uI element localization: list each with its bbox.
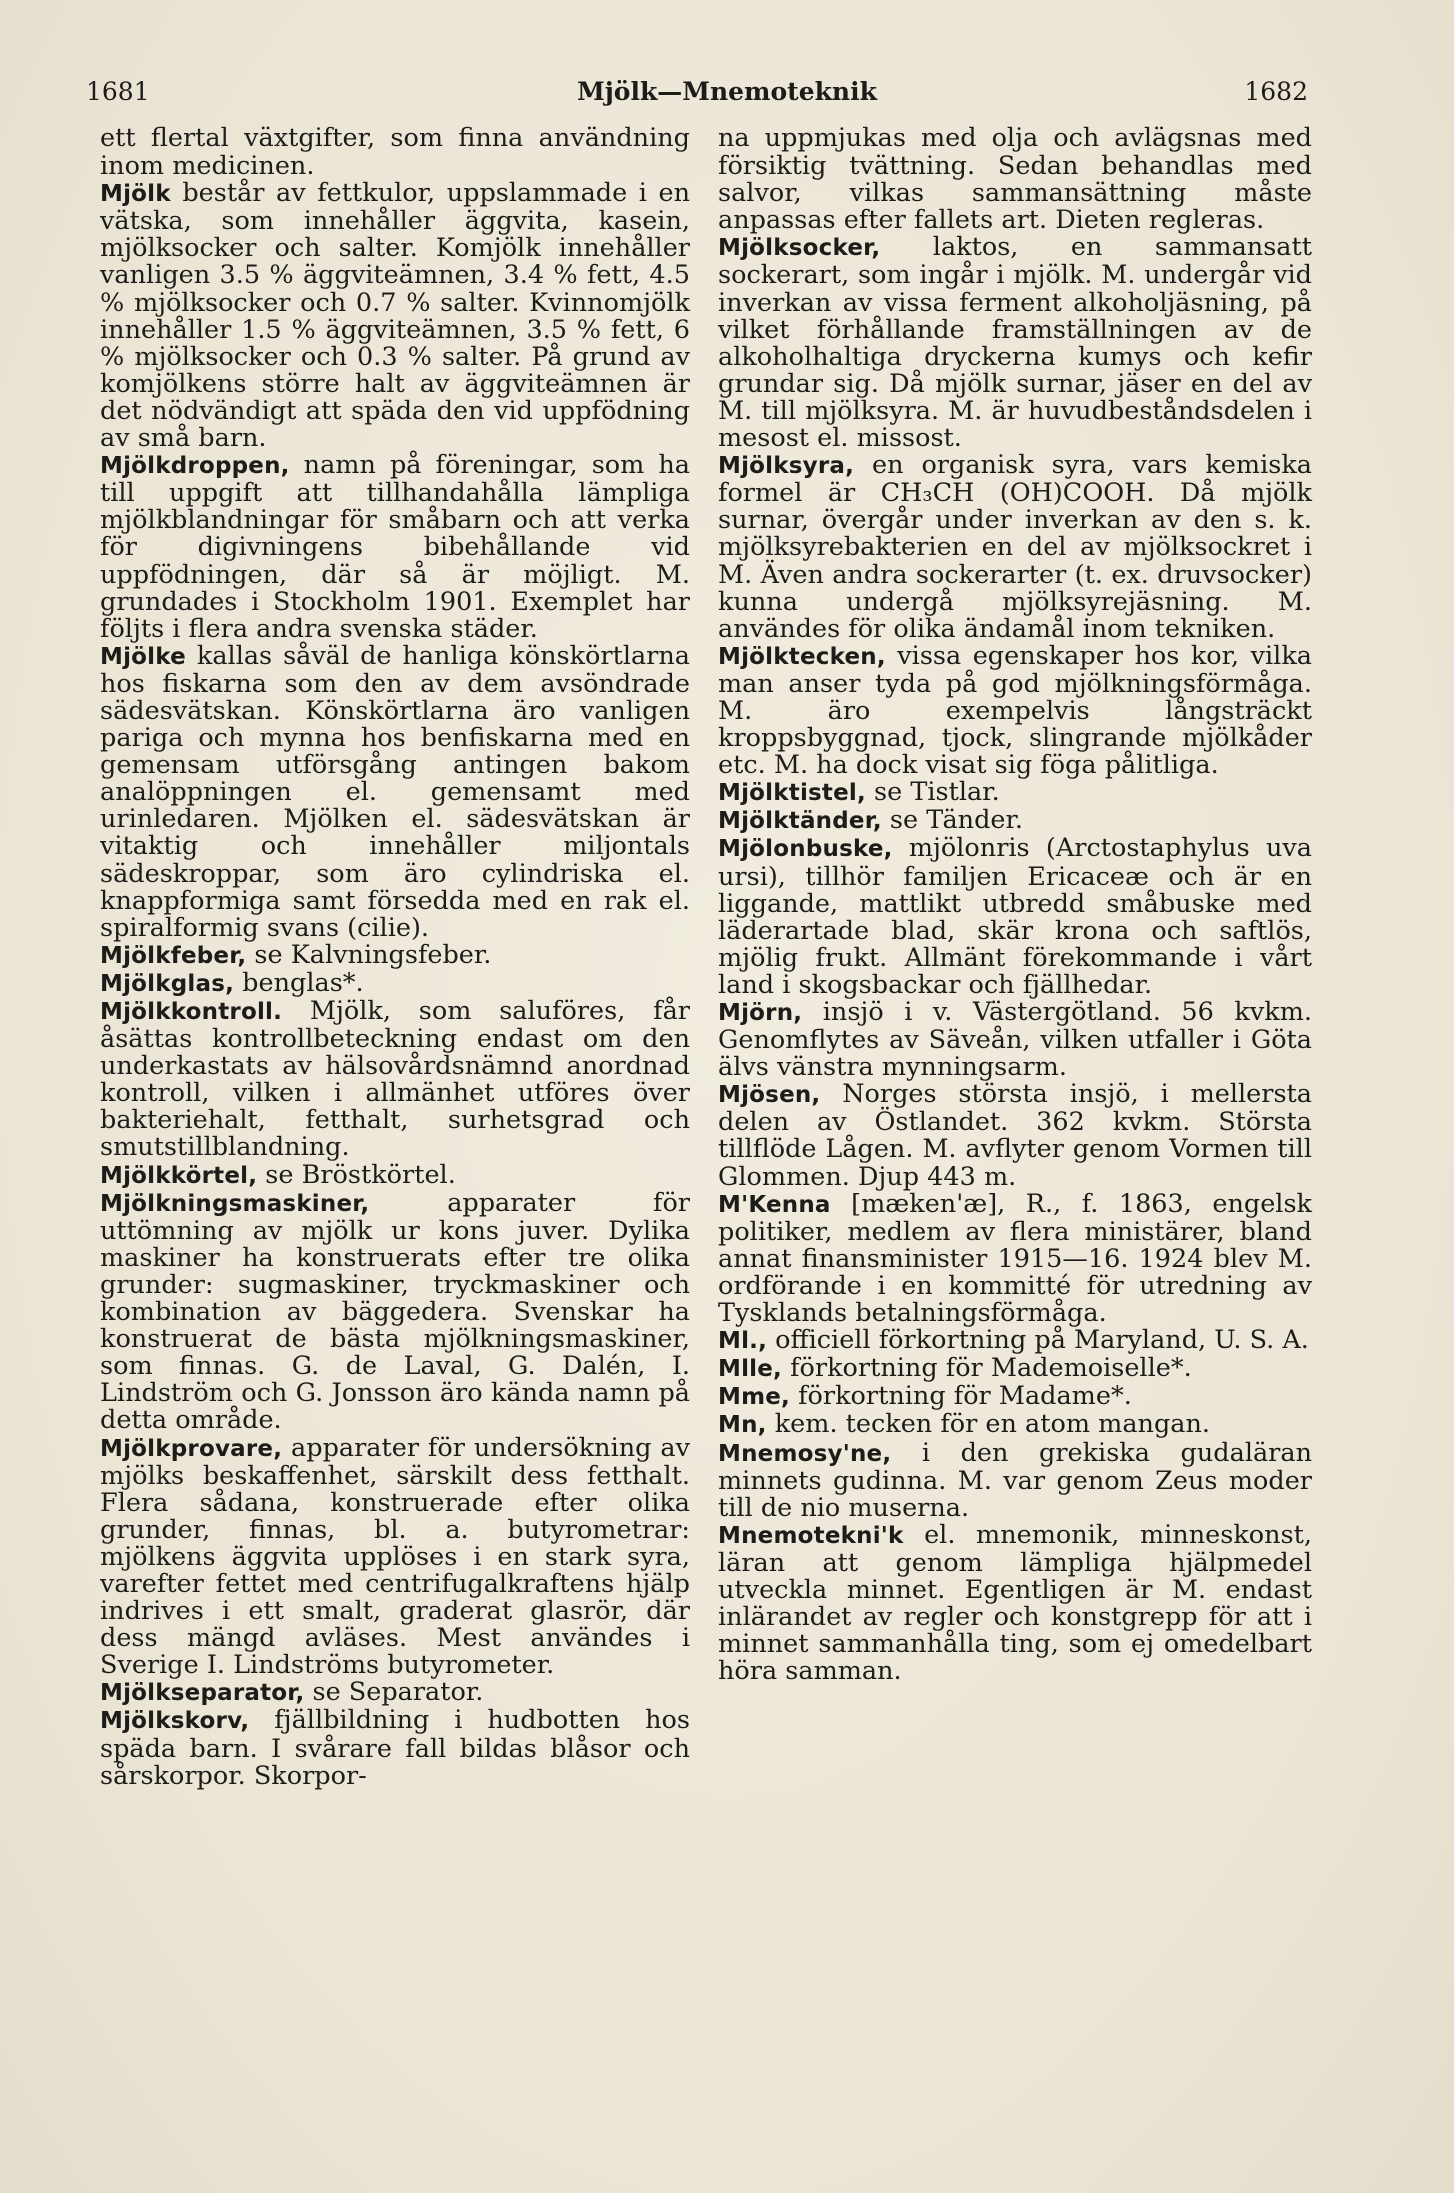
entry-text: se Tänder. [881,805,1024,836]
entry-headword: Mjölkkörtel, [100,1162,258,1189]
entry-text: apparater för undersökning av mjölks beskaffenhet, särskilt dess fetthalt. Flera sådana, konstruerade efter olika grunder, finnas, bl. a. butyrometrar: mjölkens äggvita upplöses i en stark syra, varefter fettet med centrifugalkraftens hjälp indrives i ett smalt, graderat glasrör, där dess mängd avläses. Mest användes i Sverige I. Lindströms butyrometer. [100,1432,690,1681]
entry-text: Mjölk, som saluföres, får åsättas kontrollbeteckning endast om den underkastats av hälsovårdsnämnd anordnad kontroll, vilken i allmänhet utföres över bakteriehalt, fetthalt, surhetsgrad och smutstillblandning. [100,996,690,1163]
entry-headword: Mme, [718,1384,790,1411]
entry-headword: Ml., [718,1328,768,1355]
entry-headword: M'Kenna [718,1191,831,1218]
entry [718,1327,1312,1355]
entry-headword: Mjölkglas, [100,970,235,997]
entry-text: se Tistlar. [865,777,1000,808]
entry-text: apparater för uttömning av mjölk ur kons juver. Dylika maskiner ha konstruerats efter tre olika grunder: sugmaskiner, tryckmaskiner och kombination av bäggedera. Svenskar ha konstruerat de bästa mjölkningsmaskiner, som finnas. G. de Laval, G. Dalén, I. Lindström och G. Jonsson äro kända namn på detta område. [100,1187,690,1436]
entry [100,998,690,1162]
entry [718,779,1312,807]
entry-text: kallas såväl de hanliga könskörtlarna hos fiskarna som den av dem avsöndrade sädesvätskan. Könskörtlarna äro vanligen pariga och mynna hos benfiskarna med en gemensam utförsgång antingen bakom analöppningen el. gemensamt med urinledaren. Mjölken el. sädesvätskan är vitaktig och innehåller miljontals sädeskroppar, som äro cylindriska el. knappformiga samt försedda med en rak el. spiralformig svans (cilie). [100,640,690,943]
entry [718,452,1312,643]
entry [718,1437,1312,1523]
entry-headword: Mjölktecken, [718,643,886,670]
entry [718,1081,1312,1190]
entry [100,125,690,180]
entry [718,1519,1312,1687]
entry-headword: Mjösen, [718,1082,821,1109]
entry-text: ett flertal växtgifter, som finna användning inom medicinen. [100,123,690,182]
left-column [100,125,690,1790]
page-number-left: 1681 [86,77,150,106]
entry [100,180,690,452]
entry-text: fjällbildning i hudbotten hos späda barn. I svårare fall bildas blåsor och sårskorpor. Skorpor- [100,1705,690,1791]
entry-text: vissa egenskaper hos kor, vilka man anser tyda på god mjölkningsförmåga. M. äro exempelvis långsträckt kroppsbyggnad, tjock, slingrande mjölkåder etc. M. ha dock visat sig föga pålitliga. [718,640,1312,781]
entry-headword: Mnemosy'ne, [718,1440,892,1467]
entry-headword: Mlle, [718,1356,782,1383]
entry [100,1432,690,1681]
entry-headword: Mjölkfeber, [100,942,247,969]
entry-headword: Mjölonbuske, [718,836,893,863]
entry-headword: Mjölkningsmaskiner, [100,1190,370,1217]
page-number-right: 1682 [1244,77,1308,106]
entry-headword: Mjölkprovare, [100,1435,283,1462]
entry-text: laktos, en sammansatt sockerart, som ingår i mjölk. M. undergår vid inverkan av vissa ferment alkoholjäsning, på vilket förhållande framställningen av de alkoholhaltiga dryckerna kumys och kefir grundar sig. Då mjölk surnar, jäser en del av M. till mjölksyra. M. är huvudbeståndsdelen i mesost el. missost. [718,232,1312,454]
entry-text: na uppmjukas med olja och avlägsnas med försiktig tvättning. Sedan behandlas med salvor, vilkas sammansättning måste anpassas efter fallets art. Dieten regleras. [718,123,1312,236]
entry-text: se Separator. [304,1677,484,1708]
entry-headword: Mnemotekni'k [718,1522,904,1549]
entry [100,939,690,970]
entry-text: se Bröstkörtel. [257,1159,456,1190]
entry-text: i den grekiska gudaläran minnets gudinna. M. var genom Zeus moder till de nio muserna. [718,1437,1312,1523]
entry [100,1187,690,1436]
entry [718,125,1312,234]
entry-text: [mæken'æ], R., f. 1863, engelsk politiker, medlem av flera ministärer, bland annat finansminister 1915—16. 1924 blev M. ordförande i en kommitté för utredning av Tysklands betalningsförmåga. [718,1188,1312,1329]
entry [718,1383,1312,1411]
entry [100,452,690,643]
entry-headword: Mjölkdroppen, [100,453,290,480]
entry-headword: Mjölkkontroll. [100,999,283,1025]
entry-text: officiell förkortning på Maryland, U. S. A. [767,1325,1309,1356]
entry [718,640,1312,781]
entry-text: förkortning för Madame*. [790,1381,1132,1412]
entry [718,1188,1312,1329]
entry-text: Norges största insjö, i mellersta delen av Östlandet. 362 kvkm. Största tillflöde Lågen. M. avflyter genom Vormen till Glommen. Djup 443 m. [718,1079,1312,1192]
entry-text: en organisk syra, vars kemiska formel är CH₃CH (OH)COOH. Då mjölk surnar, övergår under inverkan av den s. k. mjölksyrebakterien en del av mjölksockret i M. Även andra sockerarter (t. ex. druvsocker) kunna undergå mjölksyrejäsning. M. användes för olika ändamål inom tekniken. [718,450,1312,644]
running-title: Mjölk—Mnemoteknik [577,77,877,106]
entry-headword: Mjölksyra, [718,453,855,480]
page-header [0,72,1454,112]
entry [100,640,690,943]
entry-text: se Kalvningsfeber. [246,939,492,970]
entry [718,999,1312,1081]
entry [718,1411,1312,1439]
entry-text: insjö i v. Västergötland. 56 kvkm. Genomflytes av Säveån, vilken utfaller i Göta älvs vänstra mynningsarm. [718,997,1312,1083]
entry-text: benglas*. [234,967,364,998]
entry-headword: Mjölkskorv, [100,1708,250,1735]
entry-text: kem. tecken för en atom mangan. [766,1409,1210,1440]
entry [100,967,690,998]
entry-headword: Mjölk [100,181,171,208]
entry-headword: Mn, [718,1412,767,1439]
entry-headword: Mjölke [100,643,186,670]
entry-text: förkortning för Mademoiselle*. [782,1353,1192,1384]
entry [100,1679,690,1707]
entry [100,1707,690,1789]
entry-text: mjölonris (Arctostaphylus uva ursi), tillhör familjen Ericaceæ och är en liggande, mattlikt utbredd småbuske med läderartade blad, skär krona och saftlös, mjölig frukt. Allmänt förekommande i vårt land i skogsbackar och fjällhedar. [718,833,1312,1000]
entry-text: namn på föreningar, som ha till uppgift att tillhandahålla lämpliga mjölkblandningar för småbarn och att verka för digivningens bibehållande vid uppfödningen, där så är möjligt. M. grundades i Stockholm 1901. Exemplet har följts i flera andra svenska städer. [100,450,690,644]
entry-headword: Mjölktänder, [718,808,882,835]
entry-text: el. mnemonik, minneskonst, läran att genom lämpliga hjälpmedel utveckla minnet. Egentligen är M. endast inlärandet av regler och konstgrepp för att i minnet sammanhålla ting, som ej omedelbart höra samman. [718,1519,1312,1687]
entry [718,1355,1312,1383]
entry [718,835,1312,999]
entry [100,1159,690,1190]
entry-headword: Mjölksocker, [718,235,881,262]
entry [718,234,1312,452]
entry-headword: Mjörn, [718,1000,803,1026]
right-column [718,125,1312,1685]
entry-headword: Mjölktistel, [718,780,866,807]
entry [718,807,1312,835]
entry-headword: Mjölkseparator, [100,1680,305,1707]
entry-text: består av fettkulor, uppslammade i en vätska, som innehåller äggvita, kasein, mjölksocker och salter. Komjölk innehåller vanligen 3.5 % äggviteämnen, 3.4 % fett, 4.5 % mjölksocker och 0.7 % salter. Kvinnomjölk innehåller 1.5 % äggviteämnen, 3.5 % fett, 6 % mjölksocker och 0.3 % salter. På grund av komjölkens större halt av äggviteämnen är det nödvändigt att späda den vid uppfödning av små barn. [100,178,690,454]
